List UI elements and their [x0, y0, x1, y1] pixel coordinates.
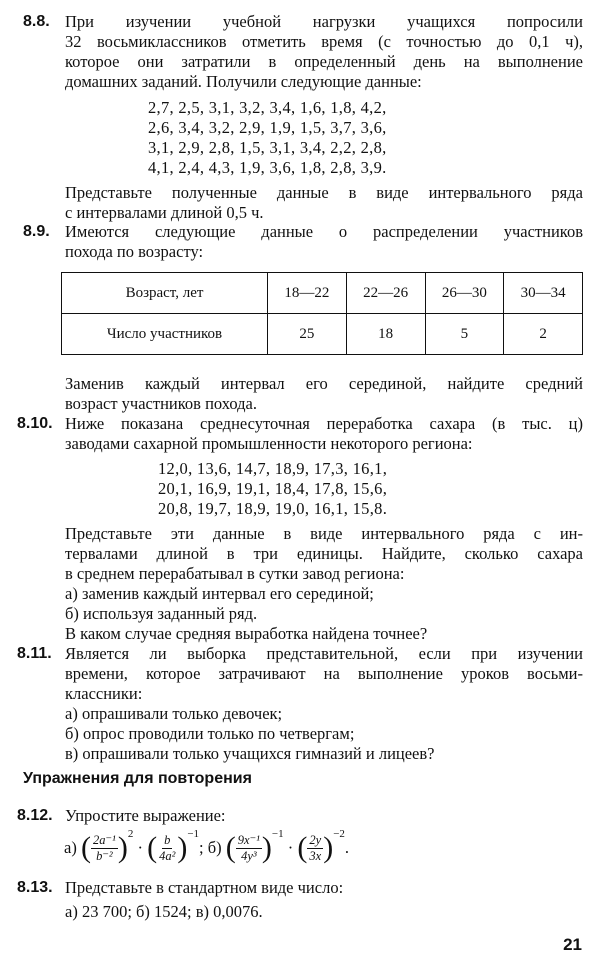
problem-number: 8.10. — [17, 415, 53, 432]
paren: ) — [177, 831, 188, 864]
paren: ( — [147, 831, 158, 864]
problem-8-8 — [23, 12, 583, 92]
fraction — [157, 834, 177, 863]
fraction — [236, 834, 262, 863]
text-line: возраст участников похода. — [65, 394, 257, 413]
age-distribution-table — [61, 272, 583, 355]
problem-number: 8.8. — [23, 13, 50, 30]
denominator: 4y³ — [241, 848, 257, 863]
problem-8-12 — [17, 806, 583, 826]
data-row: 12,0, 13,6, 14,7, 18,9, 17,3, 16,1, — [158, 459, 388, 478]
denominator: b⁻² — [96, 848, 113, 863]
data-row: 20,1, 16,9, 19,1, 18,4, 17,8, 15,6, — [158, 479, 388, 498]
data-row: 2,6, 3,4, 3,2, 2,9, 1,9, 1,5, 3,7, 3,6, — [148, 118, 387, 137]
paren: ) — [261, 831, 272, 864]
table-cell: 30—34 — [504, 273, 583, 314]
paren: ) — [323, 831, 334, 864]
text-line: В каком случае средняя выработка найдена точнее? — [65, 624, 428, 643]
paren: ( — [80, 831, 91, 864]
numerator: 2y — [309, 832, 322, 847]
item-label: ; б) — [199, 838, 222, 857]
data-block-8-8 — [148, 98, 387, 178]
fraction — [307, 834, 323, 863]
expression-8-12 — [64, 826, 349, 870]
data-row: 4,1, 2,4, 4,3, 1,9, 3,6, 1,8, 2,8, 3,9. — [148, 158, 387, 177]
period: . — [344, 838, 350, 857]
fraction — [91, 834, 118, 863]
answers-8-13 — [65, 902, 263, 922]
text-line: а) заменив каждый интервал его серединой; — [65, 584, 374, 603]
exponent: −1 — [187, 828, 200, 840]
dot: · — [287, 838, 294, 857]
text-line: классники: — [65, 684, 143, 703]
text-line: При изучении учебной нагрузки учащихся попросили — [65, 12, 583, 31]
page-number: 21 — [563, 935, 582, 954]
text-line: с интервалами длиной 0,5 ч. — [65, 203, 264, 222]
numerator: b — [164, 832, 171, 847]
text-line: которое они затратили в определенный день на выполнение — [65, 52, 583, 71]
task-8-8 — [65, 183, 583, 223]
problem-number: 8.11. — [17, 645, 52, 662]
text-line: в среднем перерабатывал в сутки завод региона: — [65, 564, 405, 583]
text-line: а) 23 700; б) 1524; в) 0,0076. — [65, 902, 263, 921]
exponent: 2 — [127, 828, 134, 840]
text-line: а) опрашивали только девочек; — [65, 704, 283, 723]
text-line: б) опрос проводили только по четвергам; — [65, 724, 355, 743]
problem-8-10 — [17, 414, 583, 454]
text-line: Является ли выборка представительной, если при изучении — [65, 644, 583, 663]
text-line: Упростите выражение: — [65, 806, 226, 825]
table-cell: 2 — [504, 314, 583, 355]
item-label: а) — [64, 838, 77, 857]
table-row — [62, 273, 583, 314]
text-line: домашних заданий. Получили следующие данные: — [65, 72, 422, 91]
text-line: времени, которое затрачивают на выполнение уроков восьми- — [65, 664, 583, 683]
data-row: 2,7, 2,5, 3,1, 3,2, 3,4, 1,6, 1,8, 4,2, — [148, 98, 387, 117]
numerator: 9x⁻¹ — [237, 832, 260, 847]
task-8-10 — [65, 524, 583, 644]
text-line: заводами сахарной промышленности некоторого региона: — [65, 434, 473, 453]
section-heading: Упражнения для повторения — [23, 770, 252, 787]
text-line: Представьте полученные данные в виде интервального ряда — [65, 183, 583, 202]
table-cell: 18 — [346, 314, 425, 355]
exponent: −2 — [333, 828, 345, 840]
table-header-cell: Число участников — [62, 314, 268, 355]
data-row: 20,8, 19,7, 18,9, 19,0, 16,1, 15,8. — [158, 499, 388, 518]
text-line: Ниже показана среднесуточная переработка сахара (в тыс. ц) — [65, 414, 583, 433]
table-cell: 22—26 — [346, 273, 425, 314]
data-block-8-10 — [158, 459, 387, 519]
problem-number: 8.9. — [23, 223, 50, 240]
problem-number: 8.12. — [17, 807, 53, 824]
text-line: Имеются следующие данные о распределении участников — [65, 222, 583, 241]
table-cell: 5 — [425, 314, 504, 355]
problem-8-11 — [17, 644, 583, 764]
problem-8-13 — [17, 878, 583, 898]
table-header-cell: Возраст, лет — [62, 273, 268, 314]
task-8-9 — [65, 374, 583, 414]
text-line: Заменив каждый интервал его серединой, найдите средний — [65, 374, 583, 393]
numerator: 2a⁻¹ — [92, 832, 116, 847]
problem-number: 8.13. — [17, 879, 53, 896]
paren: ( — [225, 831, 236, 864]
text-line: Представьте в стандартном виде число: — [65, 878, 344, 897]
exponent: −1 — [271, 828, 284, 840]
dot: · — [137, 838, 143, 857]
table-cell: 25 — [268, 314, 347, 355]
paren: ( — [297, 831, 308, 864]
denominator: 3x — [309, 848, 322, 863]
data-row: 3,1, 2,9, 2,8, 1,5, 3,1, 3,4, 2,2, 2,8, — [148, 138, 387, 157]
denominator: 4a² — [159, 848, 176, 863]
text-line: тервалами длиной в три единицы. Найдите, сколько сахара — [65, 544, 583, 563]
problem-8-9 — [23, 222, 583, 262]
text-line: 32 восьмиклассников отметить время (с точностью до 0,1 ч), — [65, 32, 583, 51]
table-cell: 18—22 — [268, 273, 347, 314]
text-line: похода по возрасту: — [65, 242, 204, 261]
paren: ) — [117, 831, 128, 864]
text-line: в) опрашивали только учащихся гимназий и лицеев? — [65, 744, 435, 763]
table-row — [62, 314, 583, 355]
text-line: б) используя заданный ряд. — [65, 604, 258, 623]
table-cell: 26—30 — [425, 273, 504, 314]
text-line: Представьте эти данные в виде интервального ряда с ин- — [65, 524, 583, 543]
